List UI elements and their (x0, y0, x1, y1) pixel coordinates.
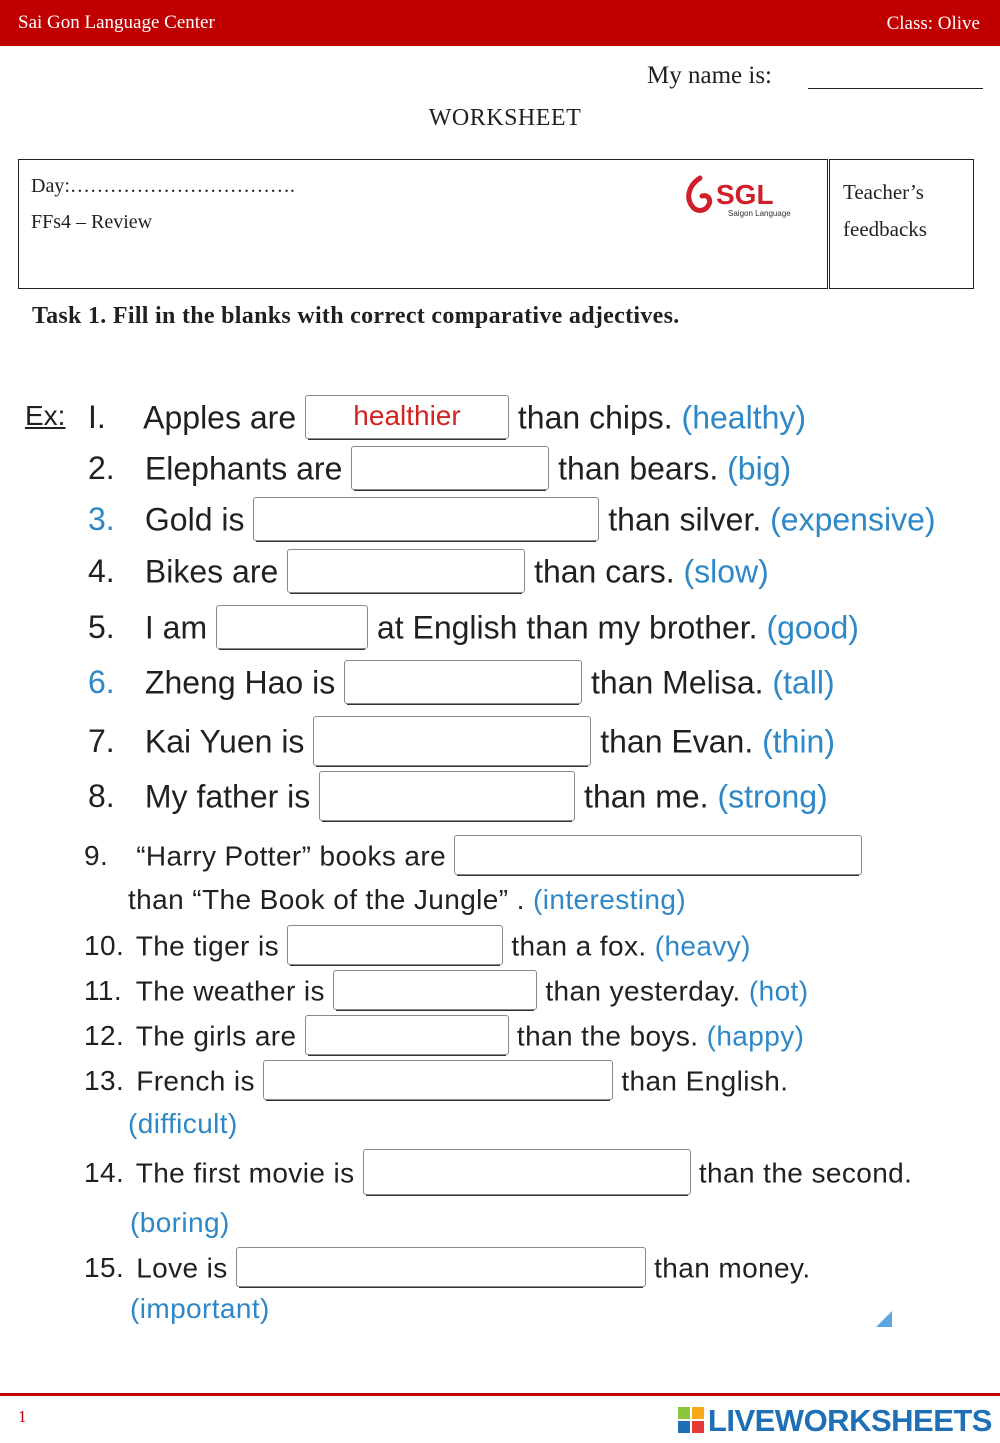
item-after: than yesterday. (545, 975, 741, 1007)
item-number: I. (88, 399, 106, 436)
brand-text: LIVEWORKSHEETS (707, 1403, 992, 1438)
exercise-item-11 (84, 973, 808, 1013)
answer-value: healthier (353, 400, 461, 431)
answer-box-9[interactable] (454, 835, 862, 875)
item-hint: (tall) (772, 664, 835, 701)
exercise-item-8 (88, 774, 828, 824)
page-number: 1 (18, 1407, 27, 1426)
item-after: than a fox. (511, 930, 647, 962)
course-label: FFs4 – Review (31, 211, 153, 233)
item-before: “Harry Potter” books are (136, 840, 447, 872)
exercise-item-9-cont (128, 884, 686, 916)
item-hint: (difficult) (128, 1108, 238, 1139)
item-after: than the boys. (516, 1020, 699, 1052)
item-number: 3. (88, 501, 115, 538)
exercise-item-6 (88, 663, 835, 707)
item-number: 5. (88, 609, 115, 646)
worksheet-title: WORKSHEET (428, 105, 582, 131)
item-hint: (boring) (130, 1207, 230, 1238)
item-number: 9. (84, 840, 109, 872)
header-center-name: Sai Gon Language Center (18, 12, 215, 33)
item-hint: (heavy) (654, 930, 751, 962)
item-before: Apples are (143, 399, 297, 436)
answer-box-15[interactable] (236, 1247, 646, 1287)
item-before: Zheng Hao is (144, 664, 336, 701)
item-before: French is (136, 1065, 255, 1097)
item-hint: (important) (130, 1293, 270, 1324)
item-after: than “The Book of the Jungle” . (128, 884, 525, 915)
item-before: The tiger is (135, 930, 279, 962)
item-before: Bikes are (144, 553, 279, 590)
answer-box-10[interactable] (287, 925, 503, 965)
item-after: than Melisa. (591, 664, 764, 701)
exercise-item-12 (84, 1018, 804, 1058)
item-hint: (thin) (762, 723, 835, 760)
exercise-item-7 (88, 719, 835, 769)
item-after: than English. (621, 1065, 789, 1097)
item-number: 11. (84, 975, 123, 1007)
item-hint: (hot) (748, 975, 809, 1007)
answer-box-1[interactable] (305, 395, 509, 439)
item-hint: (healthy) (681, 399, 807, 436)
item-before: Love is (136, 1252, 228, 1284)
exercise-item-15-hint (130, 1293, 270, 1325)
item-after: than the second. (698, 1157, 913, 1189)
item-number: 2. (88, 450, 115, 487)
logo-text: SGL (716, 179, 774, 210)
item-hint: (big) (727, 450, 792, 487)
item-before: The weather is (135, 975, 325, 1007)
info-box (18, 159, 828, 289)
exercise-item-3 (88, 500, 936, 544)
item-hint: (strong) (717, 778, 828, 815)
item-after: than chips. (517, 399, 673, 436)
item-before: The girls are (135, 1020, 297, 1052)
answer-box-6[interactable] (344, 660, 582, 704)
item-before: Gold is (144, 501, 245, 538)
item-before: My father is (144, 778, 311, 815)
exercise-item-13 (84, 1063, 788, 1103)
feedback-label (843, 174, 927, 248)
item-number: 8. (88, 778, 115, 815)
exercise-item-15 (84, 1250, 811, 1290)
exercise-item-2 (88, 449, 791, 493)
item-number: 4. (88, 553, 115, 590)
exercise-item-4 (88, 552, 769, 596)
answer-box-4[interactable] (287, 549, 525, 593)
header-bar (0, 0, 1000, 46)
exercise-item-10 (84, 928, 751, 968)
logo-subtext: Saigon Language (728, 209, 791, 218)
item-after: than money. (654, 1252, 811, 1284)
answer-box-12[interactable] (305, 1015, 509, 1055)
exercise-item-5 (88, 608, 859, 652)
item-after: than bears. (558, 450, 719, 487)
item-hint: (good) (766, 609, 859, 646)
exercise-item-13-hint (128, 1108, 238, 1140)
corner-triangle-icon (876, 1311, 892, 1327)
answer-box-7[interactable] (313, 716, 591, 766)
answer-box-2[interactable] (351, 446, 549, 490)
item-number: 10. (84, 930, 125, 962)
item-number: 14. (84, 1157, 125, 1189)
item-before: I am (144, 609, 208, 646)
example-label: Ex: (25, 400, 66, 431)
task-title: Task 1. Fill in the blanks with correct comparative adjectives. (32, 303, 680, 329)
item-after: than Evan. (600, 723, 754, 760)
day-field: Day:……………………………. (31, 175, 295, 197)
liveworksheets-brand[interactable] (678, 1403, 992, 1441)
item-after: than silver. (608, 501, 762, 538)
item-hint: (happy) (706, 1020, 805, 1052)
item-number: 15. (84, 1252, 125, 1284)
item-hint: (expensive) (770, 501, 936, 538)
answer-box-5[interactable] (216, 605, 368, 649)
item-before: The first movie is (135, 1157, 355, 1189)
item-after: than cars. (534, 553, 675, 590)
liveworksheets-logo-icon (678, 1405, 704, 1441)
item-before: Elephants are (144, 450, 343, 487)
answer-box-8[interactable] (319, 771, 575, 821)
item-number: 7. (88, 723, 115, 760)
item-before: Kai Yuen is (144, 723, 305, 760)
footer-line (0, 1393, 1000, 1396)
item-number: 12. (84, 1020, 125, 1052)
header-class: Class: Olive (886, 13, 980, 34)
answer-box-3[interactable] (253, 497, 599, 541)
item-number: 13. (84, 1065, 125, 1097)
exercise-item-1 (88, 398, 806, 442)
exercise-item-9 (84, 838, 862, 878)
feedback-line-2: feedbacks (843, 217, 927, 241)
name-label: My name is: (647, 62, 772, 89)
feedback-box (829, 159, 974, 289)
sgl-logo (682, 172, 802, 222)
exercise-item-14 (84, 1152, 912, 1198)
item-after: than me. (584, 778, 709, 815)
feedback-line-1: Teacher’s (843, 180, 924, 204)
item-hint: (slow) (683, 553, 769, 590)
exercise-item-14-hint (130, 1207, 230, 1239)
answer-box-13[interactable] (263, 1060, 613, 1100)
answer-box-11[interactable] (333, 970, 537, 1010)
item-number: 6. (88, 664, 115, 701)
name-line (808, 88, 983, 89)
item-after: at English than my brother. (376, 609, 758, 646)
answer-box-14[interactable] (363, 1149, 691, 1195)
item-hint: (interesting) (533, 884, 687, 915)
